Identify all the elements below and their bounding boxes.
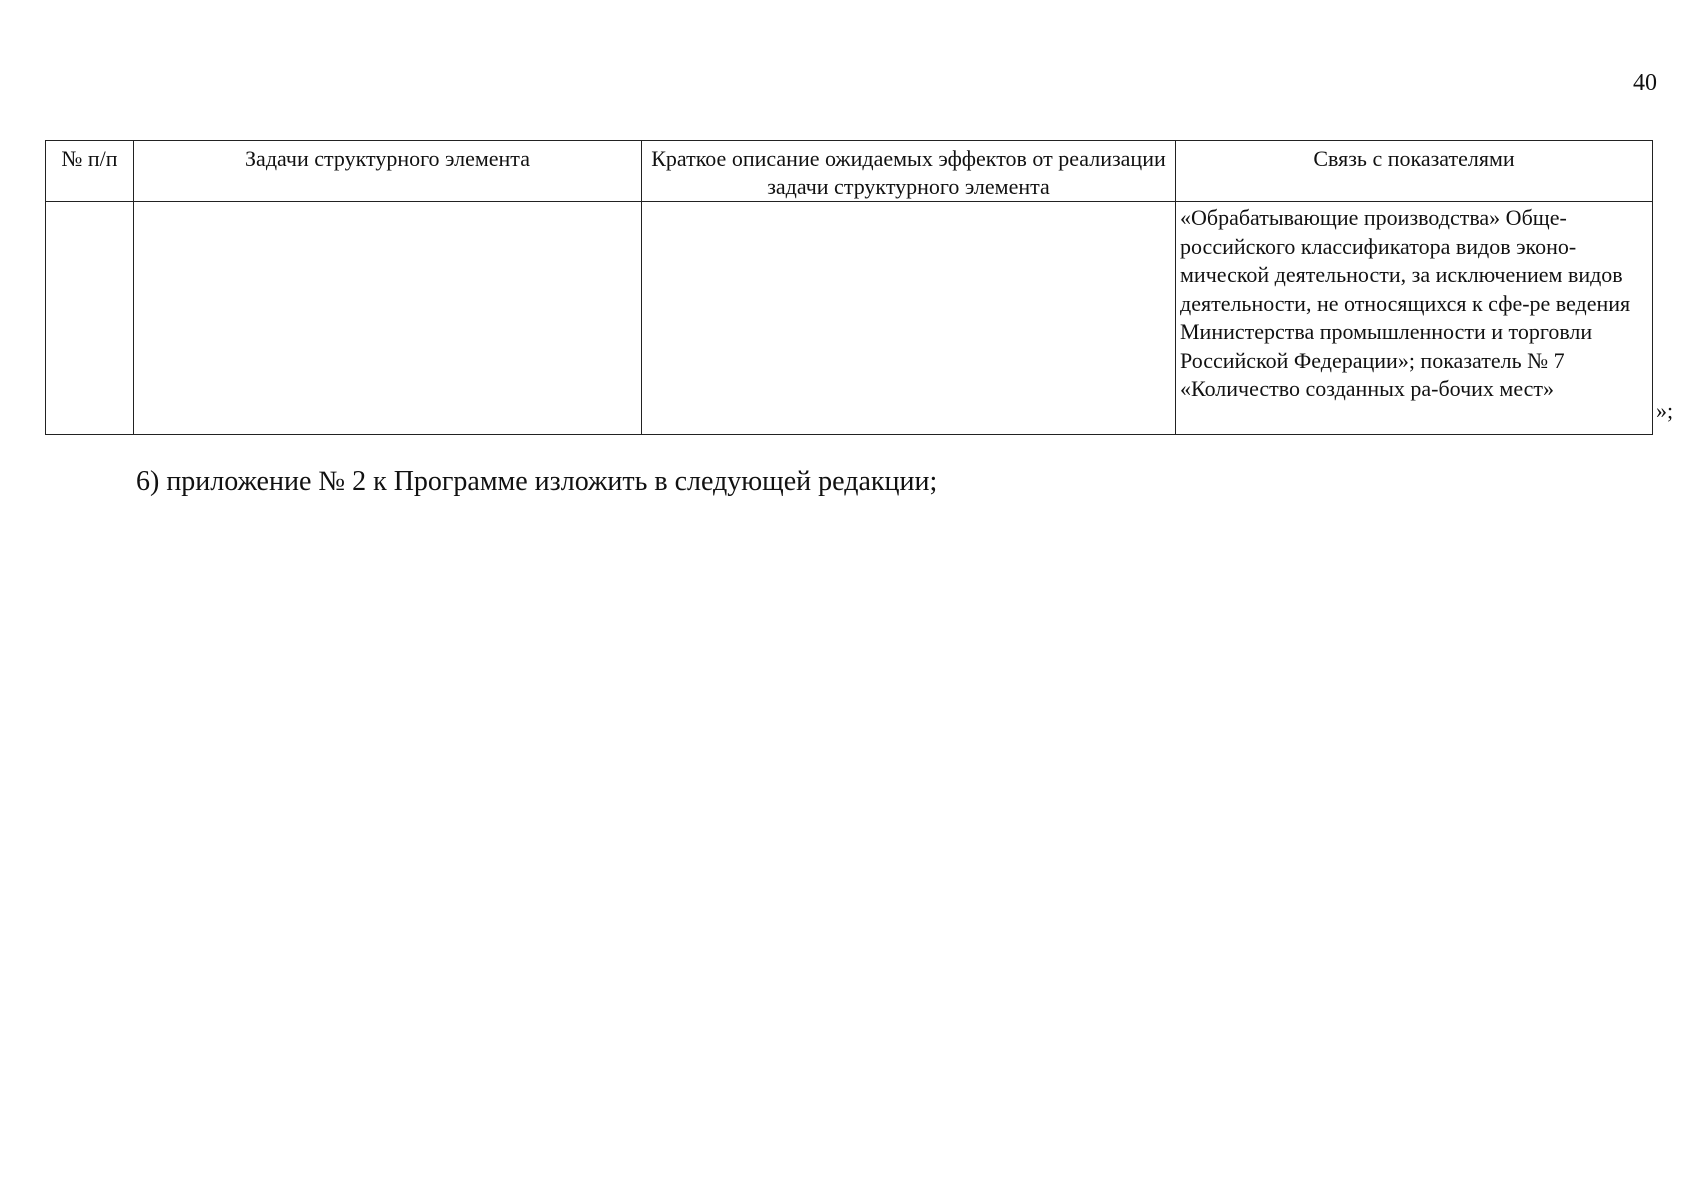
page-number: 40 — [1633, 70, 1657, 96]
table-header-row — [46, 141, 1653, 202]
header-links: Связь с показателями — [1176, 141, 1653, 202]
header-tasks: Задачи структурного элемента — [134, 141, 642, 202]
cell-tasks — [134, 202, 642, 435]
header-number: № п/п — [46, 141, 134, 202]
header-effects: Краткое описание ожидаемых эффектов от реализации задачи структурного элемента — [642, 141, 1176, 202]
amendment-paragraph: 6) приложение № 2 к Программе изложить в следующей редакции; — [136, 466, 938, 497]
indicators-table — [45, 140, 1653, 435]
cell-links: «Обрабатывающие производства» Обще-российского классификатора видов эконо-мической деятельности, за исключением видов деятельности, не относящихся к сфе-ре ведения Министерства промышленности и торговли Российской Федерации»; показатель № 7 «Количество созданных ра-бочих мест» — [1176, 202, 1653, 435]
cell-number — [46, 202, 134, 435]
closing-quote: »; — [1656, 398, 1674, 423]
table-row — [46, 202, 1653, 435]
cell-effects — [642, 202, 1176, 435]
